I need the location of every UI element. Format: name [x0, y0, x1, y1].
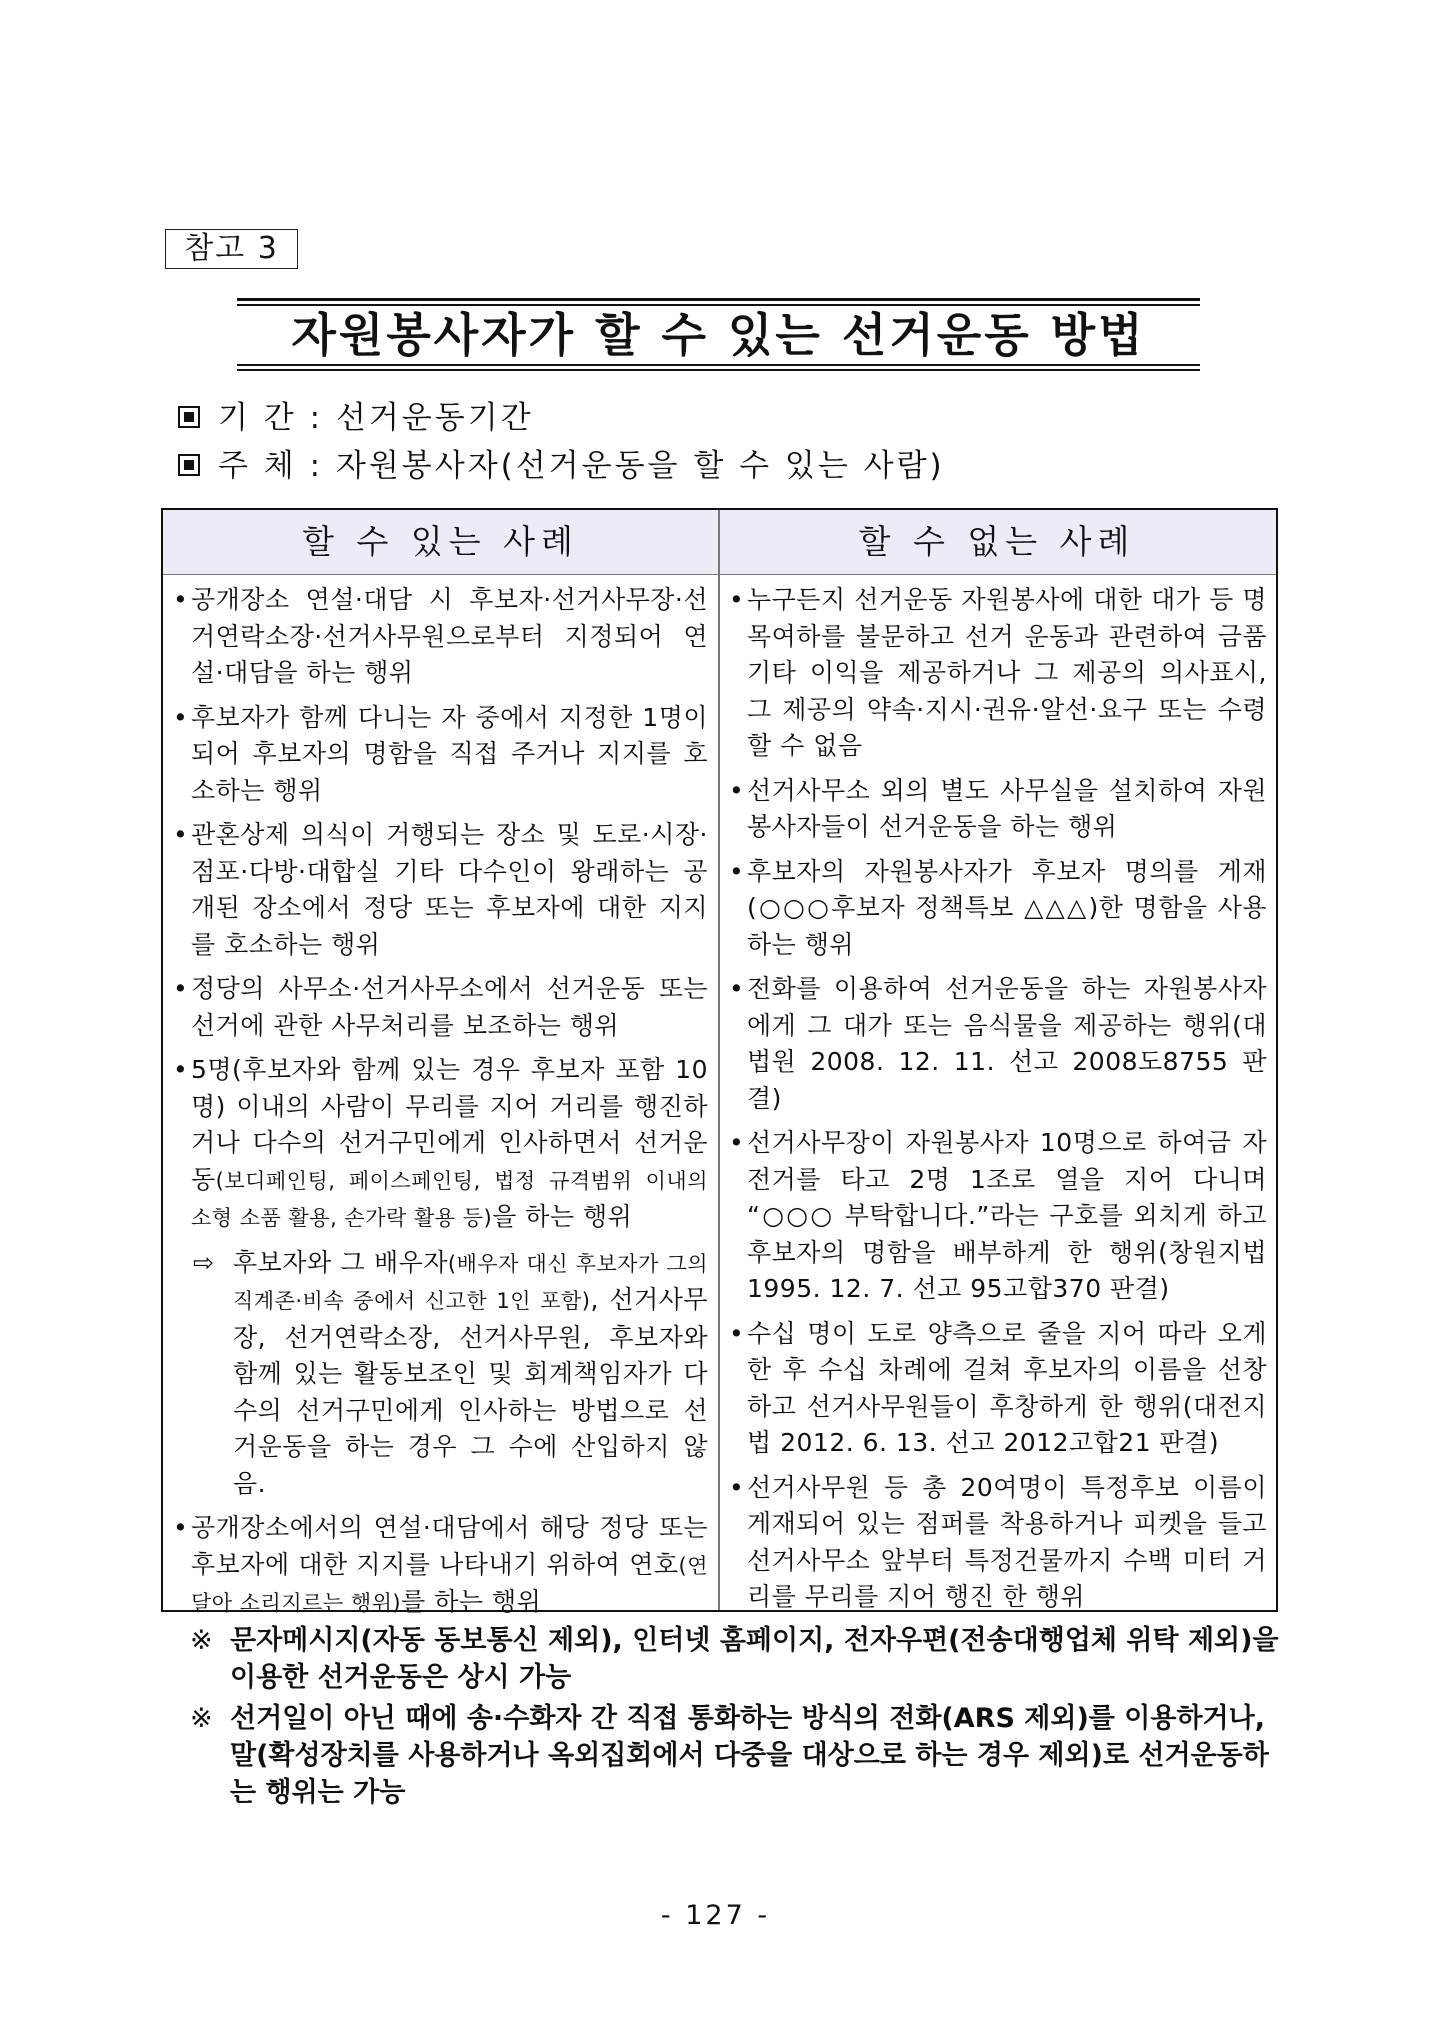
list-item [729, 582, 1267, 765]
allowed-item-parenthetical: (보디페인팅, 페이스페인팅, 법정 규격범위 이내의 소형 소품 활용, 손가락 활용 등) [191, 1168, 708, 1230]
allowed-item-text: 후보자가 함께 다니는 자 중에서 지정한 1명이 되어 후보자의 명함을 직접 주거나 지지를 호소하는 행위 [191, 702, 708, 805]
footnote [190, 1700, 1280, 1811]
footnote-text: 선거일이 아닌 때에 송·수화자 간 직접 통화하는 방식의 전화(ARS 제외)를 이용하거나, 말(확성장치를 사용하거나 옥외집회에서 다중을 대상으로 하는 경우 제외)로 선거운동하는 행위는 가능 [230, 1703, 1269, 1808]
list-item [729, 1316, 1267, 1462]
list-item [173, 582, 708, 692]
meta-subject: 주 체 : 자원봉사자(선거운동을 할 수 있는 사람) [178, 446, 945, 486]
list-item [729, 854, 1267, 964]
meta-period-label: 기 간 [218, 400, 297, 436]
allowed-item-text: 관혼상제 의식이 거행되는 장소 및 도로·시장·점포·다방·대합실 기타 다수인이 왕래하는 공개된 장소에서 정당 또는 후보자에 대한 지지를 호소하는 행위 [191, 820, 708, 959]
not-allowed-item-text: 수십 명이 도로 양측으로 줄을 지어 따라 오게 한 후 수십 차례에 걸쳐 후보자의 이름을 선창하고 선거사무원들이 후창하게 한 행위(대전지법 2012. 6. 13. 선고 2012고합21 판결) [747, 1318, 1267, 1457]
list-item [173, 700, 708, 810]
reference-label: 참고 3 [165, 229, 298, 269]
not-allowed-item-text: 후보자의 자원봉사자가 후보자 명의를 게재(○○○후보자 정책특보 △△△)한 명함을 사용하는 행위 [747, 856, 1267, 959]
table-header [163, 510, 1276, 575]
page-number: - 127 - [660, 1900, 771, 1931]
not-allowed-item-text: 선거사무장이 자원봉사자 10명으로 하여금 자전거를 타고 2명 1조로 열을 지어 다니며 “○○○ 부탁합니다.”라는 구호를 외치게 하고 후보자의 명함을 배부하게 한 행위(창원지법 1995. 12. 7. 선고 95고합370 판결) [747, 1128, 1267, 1303]
arrow-note [173, 1245, 708, 1503]
meta-period-value: 선거운동기간 [335, 400, 534, 436]
allowed-item-text: 공개장소 연설·대담 시 후보자·선거사무장·선거연락소장·선거사무원으로부터 지정되어 연설·대담을 하는 행위 [191, 585, 708, 687]
footnote-text: 문자메시지(자동 동보통신 제외), 인터넷 홈페이지, 전자우편(전송대행업체 위탁 제외)을 이용한 선거운동은 상시 가능 [230, 1625, 1279, 1693]
list-item [173, 817, 708, 963]
filled-square-icon [178, 406, 200, 428]
not-allowed-item-text: 선거사무소 외의 별도 사무실을 설치하여 자원봉사자들이 선거운동을 하는 행위 [747, 775, 1267, 841]
header-allowed: 할 수 있는 사례 [302, 522, 579, 561]
list-item [729, 773, 1267, 846]
list-item [173, 1052, 708, 1237]
list-item [729, 1470, 1267, 1616]
meta-subject-value: 자원봉사자(선거운동을 할 수 있는 사람) [335, 448, 945, 484]
title-rule-bottom [237, 364, 1200, 366]
arrow-note-text: 후보자와 그 배우자 [233, 1247, 448, 1277]
column-divider [718, 510, 720, 1610]
reference-mark-icon: ※ [190, 1625, 213, 1656]
arrow-note-parenthetical: (배우자 대신 후보자가 그의 직계존·비속 중에서 신고한 1인 포함) [233, 1251, 708, 1313]
title-block [237, 298, 1200, 370]
meta-subject-label: 주 체 [218, 448, 297, 484]
reference-mark-icon: ※ [190, 1703, 213, 1734]
header-not-allowed: 할 수 없는 사례 [858, 522, 1136, 561]
filled-square-icon [178, 454, 200, 476]
allowed-item-text: 을 하는 행위 [492, 1202, 633, 1231]
allowed-item-text: 를 하는 행위 [401, 1587, 542, 1616]
right-arrow-icon: ⇨ [193, 1247, 215, 1277]
allowed-item-parenthetical: (연달아 소리지르는 행위) [191, 1553, 708, 1615]
arrow-note-text: , 선거사무장, 선거연락소장, 선거사무원, 후보자와 함께 있는 활동보조인 및 회계책임자가 다수의 선거구민에게 인사하는 방법으로 선거운동을 하는 경우 그 수에 산입하지 않음. [233, 1285, 708, 1498]
list-item [173, 971, 708, 1044]
footnotes [190, 1622, 1280, 1815]
allowed-column [173, 582, 708, 1630]
not-allowed-item-text: 선거사무원 등 총 20여명이 특정후보 이름이 게재되어 있는 점퍼를 착용하거나 피켓을 들고 선거사무소 앞부터 특정건물까지 수백 미터 거리를 무리를 지어 행진 한 행위 [747, 1472, 1267, 1611]
allowed-item-text: 5명(후보자와 함께 있는 경우 후보자 포함 10명) 이내의 사람이 무리를 지어 거리를 행진하거나 다수의 선거구민에게 인사하면서 선거운동 [191, 1055, 708, 1194]
meta-period: 기 간 : 선거운동기간 [178, 398, 534, 438]
title-rule-bottom-thin [237, 369, 1200, 371]
not-allowed-item-text: 누구든지 선거운동 자원봉사에 대한 대가 등 명목여하를 불문하고 선거 운동과 관련하여 금품 기타 이익을 제공하거나 그 제공의 의사표시, 그 제공의 약속·지시·권유·알선·요구 또는 수령할 수 없음 [747, 585, 1267, 760]
allowed-item-text: 정당의 사무소·선거사무소에서 선거운동 또는 선거에 관한 사무처리를 보조하는 행위 [191, 974, 708, 1040]
list-item [173, 1510, 708, 1622]
not-allowed-item-text: 전화를 이용하여 선거운동을 하는 자원봉사자에게 그 대가 또는 음식물을 제공하는 행위(대법원 2008. 12. 11. 선고 2008도8755 판결) [747, 974, 1267, 1113]
title-rule-top [237, 298, 1200, 301]
list-item [729, 971, 1267, 1117]
not-allowed-column [729, 582, 1267, 1624]
allowed-item-text: 공개장소에서의 연설·대담에서 해당 정당 또는 후보자에 대한 지지를 나타내기 위하여 연호 [191, 1513, 708, 1579]
cases-table [161, 508, 1278, 1616]
footnote [190, 1622, 1280, 1696]
page-title: 자원봉사자가 할 수 있는 선거운동 방법 [291, 308, 1146, 362]
list-item [729, 1125, 1267, 1308]
